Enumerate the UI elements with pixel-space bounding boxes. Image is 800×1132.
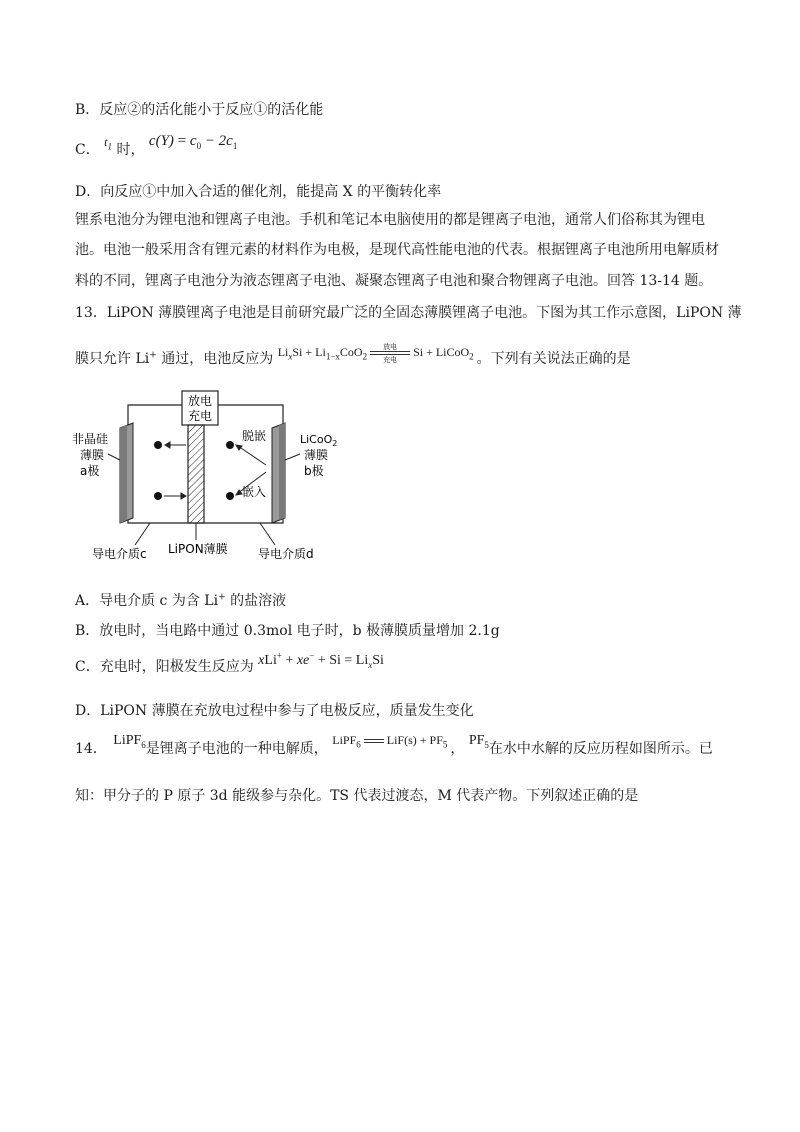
q13-option-b: B．放电时，当电路中通过 0.3mol 电子时，b 极薄膜质量增加 2.1g xyxy=(75,623,500,639)
label-leader-b xyxy=(285,454,300,460)
eq-li: Li xyxy=(277,345,289,359)
lipon-label: LiPON薄膜 xyxy=(168,542,228,556)
c-x-sub: x xyxy=(368,659,373,670)
cy-formula xyxy=(149,133,237,149)
circuit-wire-right xyxy=(218,405,283,428)
label-leader-a xyxy=(108,454,120,460)
stem2-b: 通过，电池反应为 xyxy=(161,351,274,367)
f2: LiPF xyxy=(332,733,357,747)
c-si: Si xyxy=(372,653,384,668)
option-c-prefix: C． xyxy=(75,142,100,158)
option-c-mid: 时， xyxy=(116,142,145,158)
q14-t3: 在水中水解的反应历程如图所示。已 xyxy=(488,741,713,757)
electrode-b-label-2: 薄膜 xyxy=(304,448,329,462)
lipon-membrane xyxy=(188,425,204,523)
box-discharge-label: 放电 xyxy=(187,394,213,408)
c-x: x xyxy=(258,653,265,668)
c-li: Li xyxy=(264,653,277,668)
intro-line-2: 池。电池一般采用含有锂元素的材料作为电极，是现代高性能电池的代表。根据锂离子电池所用电解质材 xyxy=(75,242,719,258)
c-li-sup: + xyxy=(276,650,282,661)
eq-x: x xyxy=(288,351,293,362)
t-sub: 1 xyxy=(107,141,113,152)
licoo-text: LiCoO xyxy=(300,433,333,446)
t-letter: t xyxy=(104,135,108,149)
cy-eq: = xyxy=(173,133,190,149)
q14-t2: ， xyxy=(450,741,465,757)
eq-si-li: Si + Li xyxy=(292,345,326,359)
q14-num: 14． xyxy=(75,741,107,757)
medium-d-label: 导电介质d xyxy=(258,547,314,561)
q14-t1: 是锂离子电池的一种电解质， xyxy=(145,741,328,757)
q13-c-text: C．充电时，阳极发生反应为 xyxy=(75,659,254,675)
eq-1-x: 1−x xyxy=(325,351,340,362)
c-xe-sup: − xyxy=(309,650,315,661)
f2-sub: 6 xyxy=(356,739,361,750)
stem2-a: 膜只允许 Li xyxy=(75,351,150,367)
q13-c-equation xyxy=(258,650,384,670)
li-ion-dot xyxy=(226,441,234,449)
electrode-a-label-3: a极 xyxy=(80,464,100,478)
eq-2: 2 xyxy=(362,351,368,362)
battery-equation xyxy=(277,343,477,365)
electrode-a-label-1: 非晶硅 xyxy=(72,432,109,446)
leader-d xyxy=(260,523,275,545)
q13-a-end: 的盐溶液 xyxy=(225,593,287,609)
eq-coo: CoO xyxy=(339,345,363,359)
f3: PF xyxy=(468,733,485,748)
equilibrium-arrow xyxy=(364,739,384,743)
cy-2c1: − 2c xyxy=(201,133,233,149)
q13-option-c xyxy=(75,650,384,676)
option-c-prev xyxy=(75,133,238,159)
li-ion-dot xyxy=(226,492,234,500)
c-si-li: + Si = Li xyxy=(314,653,369,668)
f1-sub: 6 xyxy=(141,739,146,750)
cy-lhs: c(Y) xyxy=(148,133,174,149)
deintercalate-label: 脱嵌 xyxy=(242,429,267,443)
q13-stem-2 xyxy=(75,343,631,368)
electrode-b-label-1 xyxy=(300,433,337,448)
circuit-wire-left xyxy=(128,405,182,428)
medium-c-label: 导电介质c xyxy=(92,547,147,561)
intro-line-1: 锂系电池分为锂电池和锂离子电池。手机和笔记本电脑使用的都是锂离子电池，通常人们俗称其为锂电 xyxy=(75,212,705,228)
q13-a-sup: + xyxy=(218,592,226,603)
q13-option-d: D．LiPON 薄膜在充放电过程中参与了电极反应，质量发生变化 xyxy=(75,703,474,719)
option-b-prev: B．反应②的活化能小于反应①的活化能 xyxy=(75,102,324,118)
lipf6-equilibrium xyxy=(332,733,450,750)
q13-stem-1: 13．LiPON 薄膜锂离子电池是目前研究最广泛的全固态薄膜锂离子电池。下图为其工作示意图，LiPON 薄 xyxy=(75,305,742,321)
battery-diagram xyxy=(70,388,360,570)
eq-right-sub: 2 xyxy=(469,351,474,362)
cy-c0: c xyxy=(189,133,197,149)
arrow-top: 放电 xyxy=(383,343,398,352)
li-ion-dot xyxy=(154,492,162,500)
electrode-b xyxy=(272,423,285,523)
stem2-c: 。下列有关说法正确的是 xyxy=(476,351,631,367)
pf5-formula xyxy=(469,733,489,748)
intro-line-3: 料的不同，锂离子电池分为液态锂离子电池、凝聚态锂离子电池和聚合物锂离子电池。回答 13-14 题。 xyxy=(75,273,713,289)
q13-a-text: A．导电介质 c 为含 Li xyxy=(75,593,219,609)
electrode-b-label-3: b极 xyxy=(304,464,324,478)
stem2-sup: + xyxy=(149,350,157,361)
q14-stem-2: 知：甲分子的 P 原子 3d 能级参与杂化。TS 代表过渡态，M 代表产物。下列叙述正确的是 xyxy=(75,788,639,804)
arrow-bottom: 充电 xyxy=(383,356,398,365)
f2-rest-sub: 5 xyxy=(442,739,448,750)
reversible-arrow xyxy=(370,343,410,365)
f2-rest: LiF(s) + PF xyxy=(386,733,443,747)
option-d-prev: D．向反应①中加入合适的催化剂，能提高 X 的平衡转化率 xyxy=(75,184,442,200)
li-ion-dot xyxy=(154,441,162,449)
electrode-a-label-2: 薄膜 xyxy=(80,448,105,462)
cy-c1-sub: 1 xyxy=(232,141,238,151)
box-charge-label: 充电 xyxy=(187,409,213,423)
licoo-sub: 2 xyxy=(332,439,338,448)
c-plus: + xyxy=(281,653,297,668)
lipf6-formula xyxy=(113,733,146,748)
q13-option-a xyxy=(75,590,286,610)
f3-sub: 5 xyxy=(484,739,489,750)
cy-c0-sub: 0 xyxy=(196,141,202,151)
eq-right: Si + LiCoO xyxy=(413,345,470,359)
t1-symbol xyxy=(104,135,113,152)
leader-c xyxy=(135,523,150,545)
f1: LiPF xyxy=(113,733,142,748)
q14-stem-1 xyxy=(75,733,713,758)
intercalate-label: 嵌入 xyxy=(242,485,267,499)
electrode-a xyxy=(120,423,133,523)
c-xe: xe xyxy=(296,653,310,668)
